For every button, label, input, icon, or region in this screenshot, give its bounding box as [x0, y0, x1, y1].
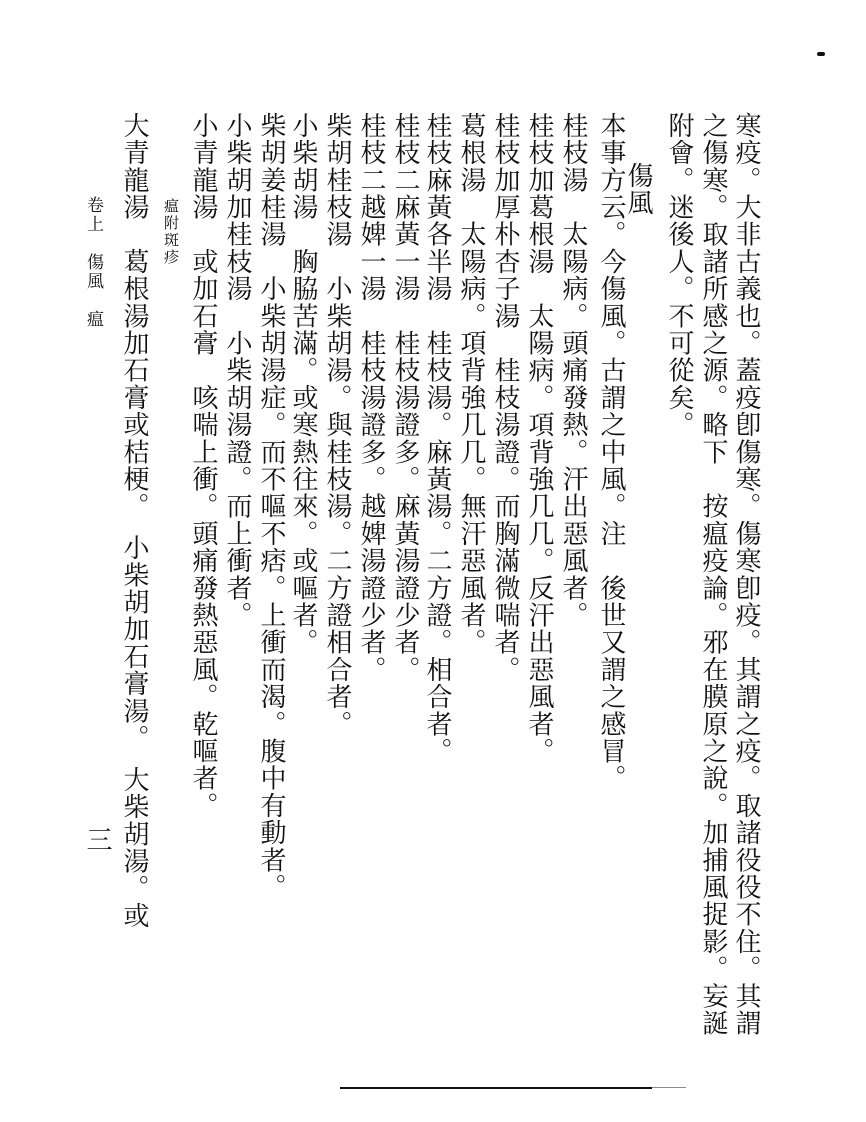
text-column-1: 寒疫。大非古義也。蓋疫卽傷寒。傷寒卽疫。其謂之疫。取諸役役不住。其謂	[731, 112, 761, 1037]
footer-rule-tail	[652, 1087, 686, 1088]
section-heading-shangfeng: 傷風	[623, 162, 653, 217]
formula-entry-gegen: 葛根湯 太陽病。項背強几几。無汗惡風者。	[456, 112, 486, 656]
formula-entry-guizhi: 桂枝湯 太陽病。頭痛發熱。汗出惡風者。	[558, 112, 588, 629]
formula-entry-guizhi-er-mahuang: 桂枝二麻黃一湯 桂枝湯證多。麻黃湯證少者。	[390, 112, 420, 684]
margin-chapter-label: 卷上 傷風 瘟	[83, 196, 103, 329]
formula-entry-guizhi-houpo: 桂枝加厚朴杏子湯 桂枝湯證。而胸滿微喘者。	[490, 112, 520, 684]
formula-entry-xiao-qinglong: 小青龍湯 或加石膏 咳喘上衝。頭痛發熱惡風。乾嘔者。	[188, 112, 218, 820]
text-column-2: 之傷寒。取諸所感之源。略下 按瘟疫論。邪在膜原之說。加捕風捉影。妄誕	[698, 112, 728, 1037]
corner-speck	[817, 52, 825, 56]
text-column-3: 附會。迷後人。不可從矣。	[664, 112, 694, 439]
formula-entry-chaihu-jiang-gui: 柴胡姜桂湯 小柴胡湯症。而不嘔不痞。上衝而渴。腹中有動者。	[256, 112, 286, 901]
formula-entry-da-qinglong: 大青龍湯 葛根湯加石膏或桔梗。 小柴胡加石膏湯。 大柴胡湯。或	[119, 112, 149, 930]
formula-entry-guizhi-gegen: 桂枝加葛根湯 太陽病。項背強几几。反汗出惡風者。	[524, 112, 554, 765]
formula-entry-guizhi-mahuang: 桂枝麻黃各半湯 桂枝湯。麻黃湯。二方證。相合者。	[422, 112, 452, 765]
formula-entry-xiao-chaihu: 小柴胡湯 胸脇苦滿。或寒熱往來。或嘔者。	[288, 112, 318, 656]
formula-entry-guizhi-er-yuebi: 桂枝二越婢一湯 桂枝湯證多。越婢湯證少者。	[356, 112, 386, 684]
footer-rule	[340, 1087, 652, 1089]
text-column-5: 本事方云。今傷風。古謂之中風。注 後世又謂之感冒。	[596, 112, 626, 792]
formula-entry-chaihu-guizhi: 柴胡桂枝湯 小柴胡湯。與桂枝湯。二方證相合者。	[322, 112, 352, 738]
page-number: 三	[82, 826, 112, 854]
section-heading-wen: 瘟附斑疹	[162, 198, 180, 266]
formula-entry-xiao-chaihu-guizhi: 小柴胡加桂枝湯 小柴胡湯證。而上衝者。	[222, 112, 252, 629]
